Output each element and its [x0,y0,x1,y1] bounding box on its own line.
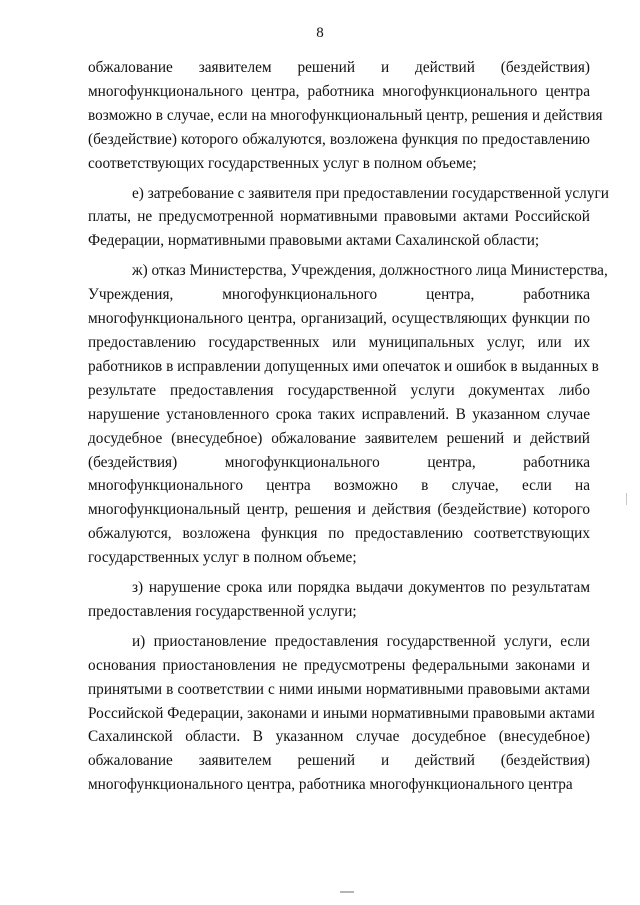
text-line: многофункционального центра, организаций, осуществляющих функции по [88,310,590,328]
text-line: досудебное (внесудебное) обжалование заявителем решений и действий [88,429,590,447]
text-line: предоставлению государственных или муниципальных услуг, или их [88,333,590,351]
text-line: обжалование заявителем решений и действий (бездействия) [88,59,590,76]
text-line: Федерации, нормативными правовыми актами Сахалинской области; [88,232,540,250]
scan-artifact-edge [626,493,627,505]
text-line: Учреждения, многофункционального центра, работника [88,286,590,304]
text-line: нарушение установленного срока таких исправлений. В указанном случае [88,405,590,423]
text-line: работников в исправлении допущенных ими опечаток и ошибок в выданных в [88,357,599,375]
text-line: многофункционального центра возможно в случае, если на [88,477,590,495]
paragraph-i [88,630,595,797]
text-line: результате предоставления государственной услуги документах либо [88,381,590,399]
text-line: возможно в случае, если на многофункциональный центр, решения и действия [88,106,603,124]
text-line: обжалование заявителем решений и действий (бездействия) [88,752,590,770]
text-line: принятыми в соответствии с ними иными нормативными правовыми актами [88,680,590,698]
text-line: многофункционального центра, работника многофункционального центра [88,82,590,100]
text-line: Сахалинской области. В указанном случае досудебное (внесудебное) [88,728,590,746]
text-line: (бездействие) которого обжалуются, возложена функция по предоставлению [88,130,590,148]
page-number: 8 [316,25,324,41]
document-body [88,56,609,803]
text-line: (бездействия) многофункционального центра, работника [88,453,590,471]
text-line: е) затребование с заявителя при предоставлении государственной услуги [132,184,609,202]
text-line: предоставления государственной услуги; [88,602,357,620]
paragraph-z [88,576,590,624]
text-line: многофункционального центра, работника многофункционального центра [88,776,573,794]
paragraph-cont [88,56,603,176]
text-line: ж) отказ Министерства, Учреждения, должностного лица Министерства, [132,262,608,280]
paragraph-zh [88,259,608,570]
text-line: государственных услуг в полном объеме; [88,549,357,567]
text-line: основания приостановления не предусмотрены федеральными законами и [88,656,590,674]
paragraph-e [88,182,609,254]
text-line: з) нарушение срока или порядка выдачи документов по результатам [132,579,590,597]
text-line: и) приостановление предоставления государственной услуги, если [132,632,590,650]
scan-artifact [340,891,354,893]
text-line: платы, не предусмотренной нормативными правовыми актами Российской [88,208,590,226]
text-line: соответствующих государственных услуг в полном объеме; [88,154,477,172]
text-line: многофункциональный центр, решения и действия (бездействие) которого [88,501,590,519]
text-line: обжалуются, возложена функция по предоставлению соответствующих [88,525,590,543]
text-line: Российской Федерации, законами и иными нормативными правовыми актами [88,704,595,722]
